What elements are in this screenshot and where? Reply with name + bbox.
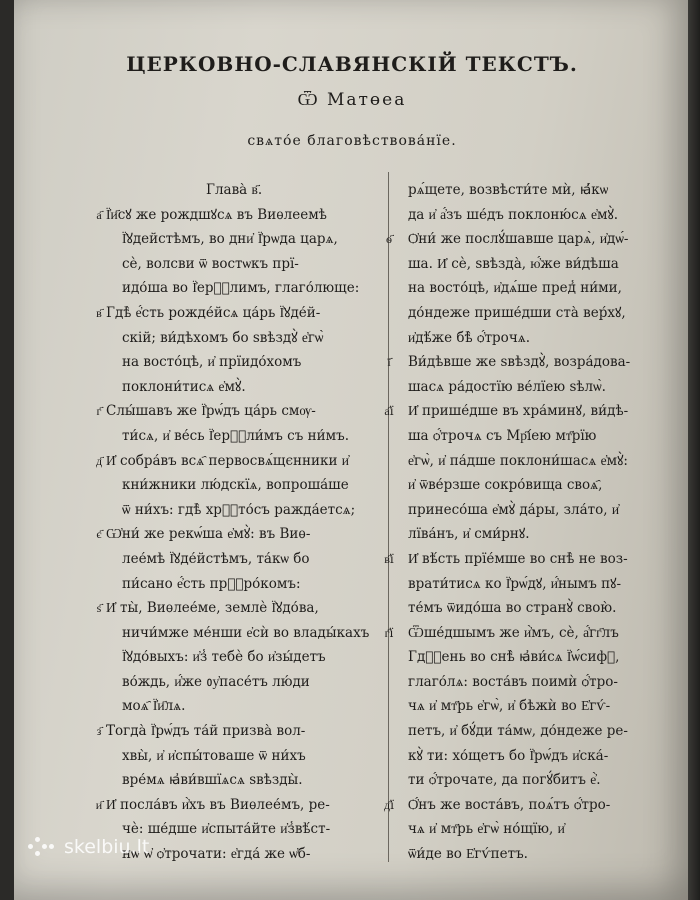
verse-text: ѿи́де во Е҆гѵ́петъ. [408, 846, 528, 863]
verse-text: ша ѻ҆́трочѧ съ Мр҃і́ею мт҃рїю [408, 427, 597, 444]
text-line [382, 670, 678, 695]
left-column [95, 178, 380, 867]
text-line [96, 522, 380, 547]
verse-number: ї҃ [387, 355, 391, 370]
text-line [96, 719, 380, 744]
watermark [28, 836, 149, 858]
verse-text: чѧ и҆ мт҃рь е҆гѡ̀ но́щїю, и҆ [408, 821, 565, 838]
verse-text: лее́мѣ Ї҆ꙋде́йстѣмъ, та́кѡ бо [122, 550, 310, 567]
watermark-logo-icon [28, 837, 56, 857]
text-line [382, 572, 678, 597]
verse-text: лїва́нъ, и҆ сми́рнꙋ. [408, 526, 530, 543]
verse-text: Ї҆и҃сꙋ же рождшꙋсѧ въ Виѳлеемѣ [106, 206, 327, 223]
verse-text: И҆ прише́дше въ хра́минꙋ, ви́дѣ- [408, 403, 629, 420]
text-line [106, 572, 380, 597]
verse-number: г҃ї [384, 625, 394, 640]
verse-text: рѧ́щете, возвѣсти́те мѝ, ꙗ҆́кѡ [408, 182, 609, 198]
text-line [382, 522, 678, 547]
verse-text: Гдⷭ҇ень во снѣ̀ ꙗ҆ви́сѧ Ї҆ѡ́сифꙋ, [408, 649, 620, 666]
verse-text: Тогда̀ Ї҆рѡ́дъ та́й призва̀ вол- [106, 723, 306, 740]
text-line [96, 203, 380, 228]
verse-number: и҃ [95, 797, 103, 812]
text-line [382, 768, 678, 793]
verse-text: ѿ ни́хъ: гдѣ̀ хрⷭ҇то́съ ражда́етсѧ; [122, 501, 356, 518]
verse-number: а҃ї [384, 404, 394, 419]
text-line [106, 498, 380, 523]
verse-text: пи́сано е҆́сть прⷪ҇ро́комъ: [122, 575, 301, 592]
verse-text: Ѻ҆ни́ же послꙋ́шавше царѧ̀, и҆дѡ́- [408, 231, 629, 248]
verse-number: а҃ [96, 207, 102, 222]
verse-number: в҃ї [384, 551, 394, 566]
text-line [106, 744, 380, 769]
text-line [96, 399, 380, 424]
text-line [106, 350, 380, 375]
verse-number: ѕ҃ [96, 601, 102, 616]
verse-number: д҃ [95, 453, 103, 468]
text-line [382, 449, 678, 474]
text-line [382, 252, 678, 277]
text-line [382, 694, 678, 719]
verse-text: скій; ви́дѣхомъ бо ѕвѣздꙋ̀ е҆гѡ̀ [122, 329, 324, 346]
verse-number: ѳ҃ [386, 232, 392, 247]
text-line [382, 227, 678, 252]
text-line [106, 768, 380, 793]
text-line [95, 449, 380, 474]
text-line [382, 203, 678, 228]
verse-text: И҆ посла́въ и҆̀хъ въ Виѳлее́мъ, ре- [106, 796, 330, 813]
right-column [382, 178, 678, 867]
page-title: ЦЕРКОВНО-СЛАВЯНСКІЙ ТЕКСТЪ. [126, 52, 578, 76]
verse-text: и҆ ѿве́рзше сокро́вища своѧ҄, [408, 477, 603, 494]
verse-text: ти ѻ҆́трочате, да погꙋ́битъ е҆̀. [408, 772, 601, 789]
verse-text: И҆ вѣ́сть прїе́мше во снѣ̀ не воз- [408, 550, 628, 567]
verse-text: принесо́ша е҆мꙋ̀ да́ры, зла́то, и҆ [408, 501, 620, 518]
verse-text: ничи́мже ме́нши е҆сѝ во влады́кахъ [122, 624, 370, 641]
text-line [382, 326, 678, 351]
verse-text: и҆дѣ́же бѣ̀ ѻ҆́трочѧ. [408, 329, 530, 346]
verse-text: Слы́шавъ же Ї҆рѡ́дъ ца́рь смѹ- [106, 403, 316, 420]
text-line [106, 621, 380, 646]
verse-text: хвы̀, и҆ и҆спы́товаше ѿ ни́хъ [122, 747, 306, 764]
verse-text: Ї҆ꙋдо́выхъ: и҆з̾ тебѐ бо и҆зы́детъ [122, 649, 326, 666]
text-line [106, 227, 380, 252]
text-line [382, 621, 678, 646]
verse-text: врати́тисѧ ко Ї҆рѡ́дꙋ, и҆́нымъ пꙋ- [408, 575, 622, 592]
text-line [106, 694, 380, 719]
text-line [382, 596, 678, 621]
book-page [14, 0, 690, 900]
text-line [382, 276, 678, 301]
page-edge-shadow [688, 0, 700, 900]
verse-text: сѐ, волсви ѿ востѡкъ прї- [122, 255, 299, 272]
verse-text: петъ, и҆ бꙋ́ди та́мѡ, до́ндеже ре- [408, 723, 628, 740]
verse-text: Ѿше́дшымъ же и҆̀мъ, сѐ, а҆́гг҃лъ [408, 624, 619, 641]
text-line [382, 424, 678, 449]
verse-number: в҃ [96, 305, 102, 320]
verse-text: нѡ ѡ҆ ѻ҆трочати: е҆гда́ же ѡ҆б- [122, 846, 311, 863]
text-line [382, 793, 678, 818]
verse-number: г҃ [96, 404, 102, 419]
verse-text: на восто́цѣ, и҆дѧ́ше пред̾ ни́ми, [408, 280, 622, 297]
verse-text: моѧ҄ Ї҆и҃лѧ. [122, 698, 186, 715]
verse-text: И҆ собра́въ всѧ҄ первосвѧ́щєнники и҆ [106, 452, 349, 469]
verse-number: з҃ [96, 724, 102, 739]
text-line [382, 719, 678, 744]
text-line [106, 670, 380, 695]
verse-text: ти́сѧ, и҆ ве́сь Ї҆ерⷭ҇ли́мъ съ ни́мъ. [122, 427, 349, 444]
text-line [106, 252, 380, 277]
text-line [96, 301, 380, 326]
verse-number: д҃ї [384, 797, 394, 812]
page-subtitle: Ѿ Матөеа [297, 90, 407, 110]
verse-text: кни́жники лю́дскїѧ, вопроша́ше [122, 477, 349, 494]
text-line [106, 276, 380, 301]
text-line [95, 793, 380, 818]
verse-text: вре́мѧ ꙗ҆ви́вшїѧсѧ ѕвѣзды̀. [122, 772, 303, 789]
verse-text: кꙋ̀ ти: хо́щетъ бо Ї҆рѡ́дъ и҆ска́- [408, 747, 609, 764]
verse-text: поклони́тисѧ е҆мꙋ̀. [122, 378, 246, 395]
verse-text: чѐ: ше́дше и҆спыта́йте и҆з̾вѣ́ст- [122, 821, 331, 838]
text-line [382, 817, 678, 842]
verse-text: да и҆ а҆́зъ ше́дъ поклоню́сѧ е҆мꙋ̀. [408, 206, 619, 223]
text-line [382, 744, 678, 769]
verse-text: идо́ша во Ї҆ерⷭ҇лимъ, глаго́люще: [122, 280, 360, 297]
text-line [382, 842, 678, 867]
verse-text: на восто́цѣ, и҆ прїидо́хомъ [122, 354, 302, 371]
text-line [106, 473, 380, 498]
text-line [106, 375, 380, 400]
verse-text: Ї҆ꙋдейстѣмъ, во дни҆ Ї҆рѡда царѧ, [122, 231, 338, 248]
text-line [96, 596, 380, 621]
text-line [382, 645, 678, 670]
verse-text: ша. И҆ сѐ, ѕвѣзда̀, ю҆́же ви́дѣша [408, 255, 619, 272]
verse-text: Ви́дѣвше же ѕвѣздꙋ̀, возра́дова- [408, 354, 631, 371]
section-heading: свѧто́е благовѣствова́нїе. [247, 133, 457, 149]
text-line [106, 645, 380, 670]
verse-text: до́ндеже прише́дши ста̀ вер́хꙋ, [408, 304, 626, 321]
verse-text: Гдѣ̀ е҆́сть рожде́йсѧ ца́рь Ї҆ꙋде́й- [106, 304, 321, 321]
verse-number: є҃ [96, 527, 102, 542]
text-line [106, 326, 380, 351]
verse-text: во́ждь, и҆́же ᲂу҆пасе́тъ лю́ди [122, 673, 310, 690]
text-line [382, 350, 678, 375]
verse-text: чѧ и҆ мт҃рь е҆гѡ̀, и҆ бѣжѝ во Е҆гѵ́- [408, 698, 611, 715]
text-line [106, 424, 380, 449]
verse-text: Ѡ҆ни́ же рекѡ́ша е҆мꙋ̀: въ Виѳ- [106, 526, 311, 543]
text-line [106, 547, 380, 572]
text-line [382, 498, 678, 523]
verse-text: е҆гѡ̀, и҆ па́дше поклони́шасѧ е҆мꙋ̀: [408, 452, 628, 469]
text-line [382, 399, 678, 424]
text-line [382, 473, 678, 498]
text-line [382, 178, 678, 203]
verse-text: глаго́лѧ: воста́въ поимѝ ѻ҆́тро- [408, 673, 618, 690]
verse-text: шасѧ ра́достїю ве́лїею ѕѣлѡ̀. [408, 378, 606, 395]
chapter-heading: Глава̀ в҃. [206, 182, 263, 198]
verse-text: Ѻ҆́нъ же воста́въ, поѧ́тъ ѻ҆́тро- [408, 796, 611, 813]
text-line [382, 301, 678, 326]
text-line [382, 375, 678, 400]
verse-text: И҆ ты̀, Виѳлее́ме, землѐ Ї҆ꙋдо́ва, [106, 600, 319, 617]
verse-text: те́мъ ѿидо́ша во странꙋ̀ свою̀. [408, 600, 617, 617]
text-line [382, 547, 678, 572]
watermark-text: skelbiu.lt [64, 836, 150, 858]
